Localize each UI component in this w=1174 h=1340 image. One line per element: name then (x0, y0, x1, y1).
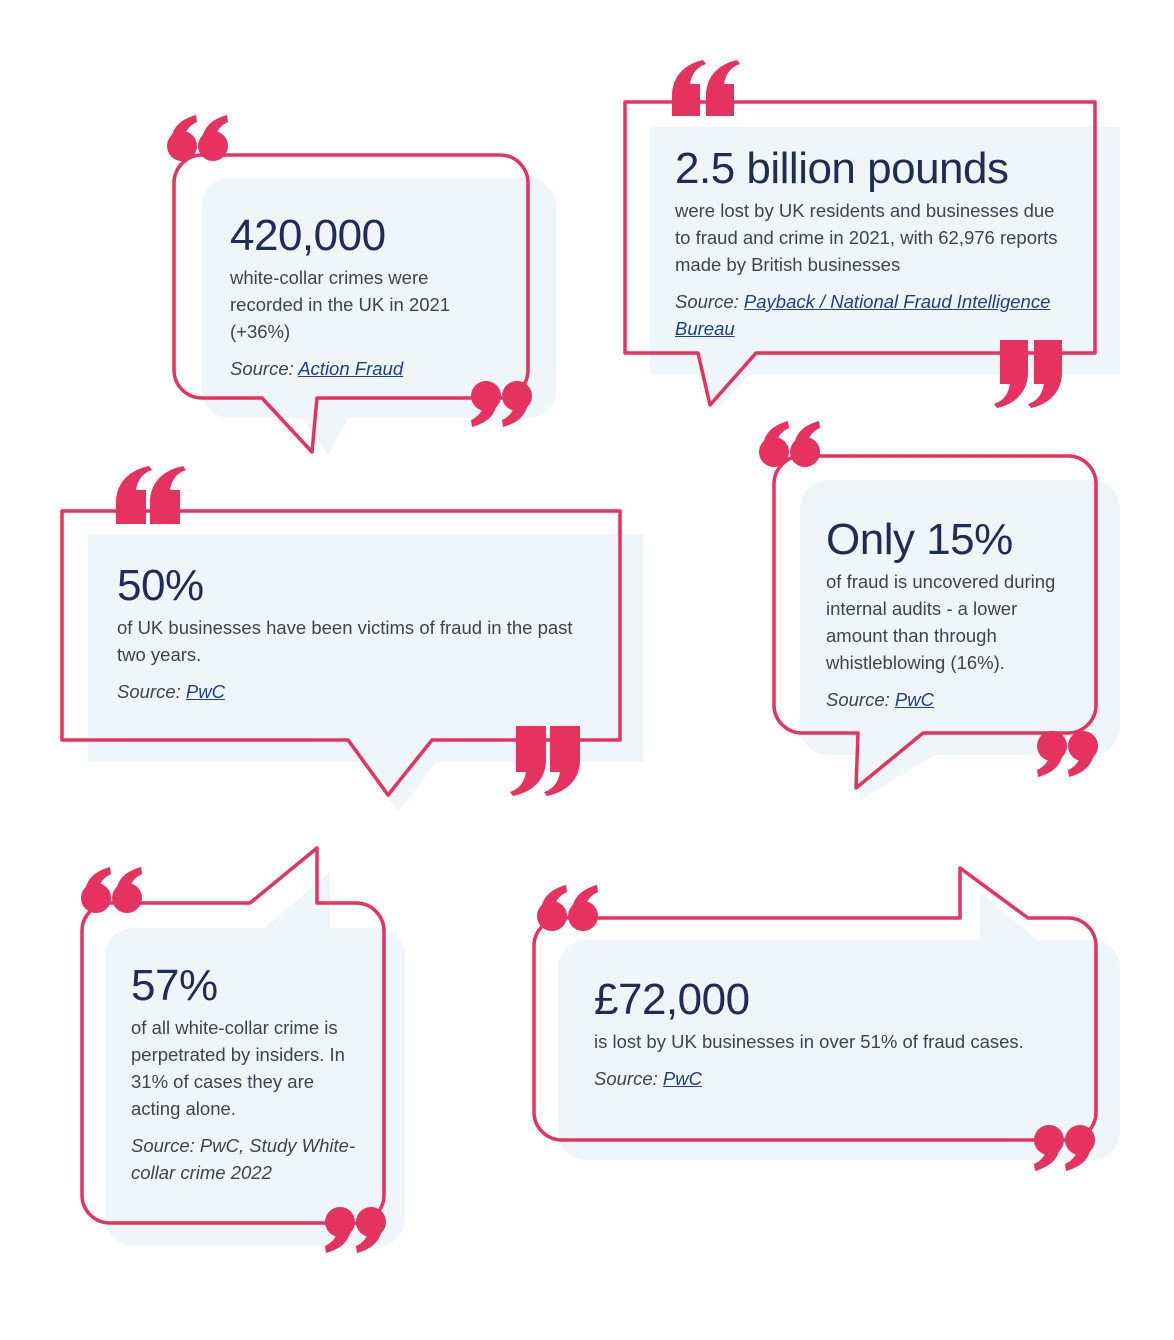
stat-value: 57% (131, 961, 218, 1010)
stat-description: white-collar crimes were recorded in the UK in 2021 (+36%) (230, 267, 451, 342)
close-quote-icon (510, 726, 580, 796)
source-link-pwc[interactable]: PwC (894, 689, 934, 710)
open-quote-icon (81, 867, 142, 913)
stat-source (594, 1065, 1064, 1092)
stat-card-lost-per-case (594, 976, 1064, 1092)
open-quote-icon (672, 60, 740, 116)
stat-source (117, 678, 587, 705)
stat-value: 420,000 (230, 211, 386, 260)
stat-description: of all white-collar crime is perpetrated by insiders. In 31% of cases they are acting alone. (131, 1017, 345, 1119)
source-prefix: Source: (230, 358, 299, 379)
source-link-pwc[interactable]: PwC (662, 1068, 702, 1089)
stat-value: £72,000 (594, 975, 750, 1024)
source-prefix: Source: (826, 689, 895, 710)
open-quote-icon (537, 885, 598, 931)
stat-card-billion-pounds (675, 145, 1070, 342)
stat-card-fraud-uncovered (826, 516, 1081, 713)
source-prefix: Source: (594, 1068, 663, 1089)
source-link-payback[interactable]: Payback / National Fraud Intelligence Bureau (675, 291, 1051, 339)
stat-source: Source: PwC, Study White-collar crime 2022 (131, 1135, 356, 1183)
stat-description: were lost by UK residents and businesses due to fraud and crime in 2021, with 62,976 reports made by British businesses (675, 200, 1058, 275)
source-prefix: Source: (675, 291, 744, 312)
stat-value: 2.5 billion pounds (675, 144, 1009, 193)
stat-description: is lost by UK businesses in over 51% of fraud cases. (594, 1031, 1024, 1052)
source-prefix: Source: (117, 681, 186, 702)
stat-description: of fraud is uncovered during internal audits - a lower amount than through whistleblowing (16%). (826, 571, 1056, 673)
stat-description: of UK businesses have been victims of fraud in the past two years. (117, 617, 573, 665)
open-quote-icon (116, 466, 186, 524)
stat-card-businesses-victims (117, 562, 587, 705)
source-link-pwc[interactable]: PwC (185, 681, 225, 702)
stat-value: Only 15% (826, 515, 1013, 564)
stat-card-insiders (131, 962, 366, 1186)
source-link-action-fraud[interactable]: Action Fraud (298, 358, 404, 379)
stat-source (675, 288, 1070, 342)
stat-card-white-collar-crimes (230, 212, 480, 382)
stat-value: 50% (117, 561, 204, 610)
stat-source (826, 686, 1081, 713)
stat-source (230, 355, 480, 382)
